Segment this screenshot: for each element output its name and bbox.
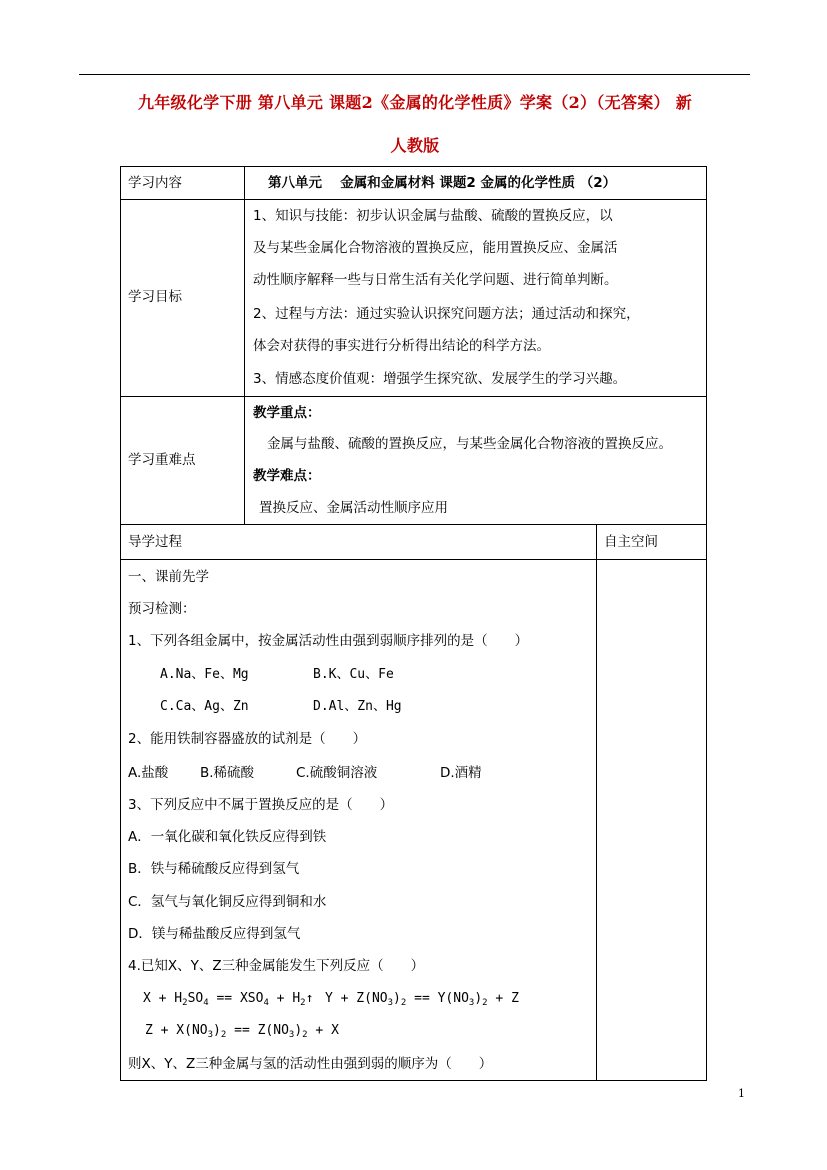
up-arrow-icon: ↑ xyxy=(305,991,314,1006)
table-border-right xyxy=(706,166,707,1081)
section-heading: 一、课前先学 xyxy=(128,569,209,585)
key-heading: 教学重点： xyxy=(253,405,321,421)
preview-label: 预习检测： xyxy=(128,601,196,617)
question-1-option-c: C.Ca、Ag、Zn xyxy=(160,699,249,714)
question-4-stem: 4.已知X、Y、Z三种金属能发生下列反应（ ） xyxy=(128,958,425,974)
content-label: 学习内容 xyxy=(128,175,182,191)
content-value: 第八单元 金属和金属材料 课题2 金属的化学性质 （2） xyxy=(268,175,617,191)
question-4-ask: 则X、Y、Z三种金属与氢的活动性由强到弱的顺序为（ ） xyxy=(128,1056,493,1072)
question-3-option-c: C．氢气与氧化铜反应得到铜和水 xyxy=(128,894,327,910)
question-1-option-b: B.K、Cu、Fe xyxy=(313,667,394,682)
question-2-option-c: C.硫酸铜溶液 xyxy=(296,765,378,781)
question-2-option-d: D.酒精 xyxy=(440,765,482,781)
key-text: 金属与盐酸、硫酸的置换反应，与某些金属化合物溶液的置换反应。 xyxy=(267,436,672,452)
question-3-option-d: D．镁与稀盐酸反应得到氢气 xyxy=(128,926,301,942)
equation-3: $Z + X(NO_3)_2 == Z(NO_3)_2 + X$ xyxy=(145,1023,339,1040)
question-1-option-a: A.Na、Fe、Mg xyxy=(160,667,249,682)
table-rule-2 xyxy=(120,396,707,397)
question-1-option-d: D.Al、Zn、Hg xyxy=(313,699,402,714)
question-1-stem: 1、下列各组金属中，按金属活动性由强到弱顺序排列的是（ ） xyxy=(128,633,529,649)
keypoints-label: 学习重难点 xyxy=(128,452,196,468)
goal-line: 体会对获得的事实进行分析得出结论的科学方法。 xyxy=(253,338,550,354)
process-header: 导学过程 xyxy=(128,534,182,550)
goal-line: 3、情感态度价值观：增强学生探究欲、发展学生的学习兴趣。 xyxy=(253,371,627,387)
header-rule xyxy=(79,74,750,75)
table-border-top xyxy=(120,166,707,167)
question-3-stem: 3、下列反应中不属于置换反应的是（ ） xyxy=(128,797,394,813)
question-2-option-b: B.稀硫酸 xyxy=(200,765,255,781)
table-space-divider xyxy=(596,524,597,1081)
self-space-header: 自主空间 xyxy=(604,534,658,550)
equation-1: $X + H_2SO_4 == XSO_4$ + $H_2↑$ xyxy=(143,991,314,1008)
table-border-left xyxy=(120,166,121,1081)
document-title-line-1: 九年级化学下册 第八单元 课题2《金属的化学性质》学案（2）（无答案） 新 xyxy=(137,93,693,112)
table-border-bottom xyxy=(120,1080,707,1081)
goal-line: 及与某些金属化合物溶液的置换反应，能用置换反应、金属活 xyxy=(253,240,618,256)
equation-2: $Y + Z(NO_3)_2 == Y(NO_3)_2 + Z$ xyxy=(325,991,519,1008)
table-rule-1 xyxy=(120,199,707,200)
question-3-option-b: B．铁与稀硫酸反应得到氢气 xyxy=(128,861,300,877)
document-title-line-2: 人教版 xyxy=(390,136,440,155)
question-2-option-a: A.盐酸 xyxy=(128,765,169,781)
page-number: 1 xyxy=(738,1087,745,1100)
question-2-stem: 2、能用铁制容器盛放的试剂是（ ） xyxy=(128,731,367,747)
question-3-option-a: A．一氧化碳和氧化铁反应得到铁 xyxy=(128,829,327,845)
goals-label: 学习目标 xyxy=(128,289,182,305)
difficult-heading: 教学难点： xyxy=(253,468,321,484)
table-rule-3 xyxy=(120,524,707,525)
goal-line: 2、过程与方法：通过实验认识探究问题方法；通过活动和探究， xyxy=(253,306,640,322)
difficult-text: 置换反应、金属活动性顺序应用 xyxy=(259,500,448,516)
goal-line: 动性顺序解释一些与日常生活有关化学问题、进行简单判断。 xyxy=(253,272,618,288)
table-rule-4 xyxy=(120,559,707,560)
table-label-divider xyxy=(244,166,245,525)
goal-line: 1、知识与技能：初步认识金属与盐酸、硫酸的置换反应，以 xyxy=(253,208,613,224)
